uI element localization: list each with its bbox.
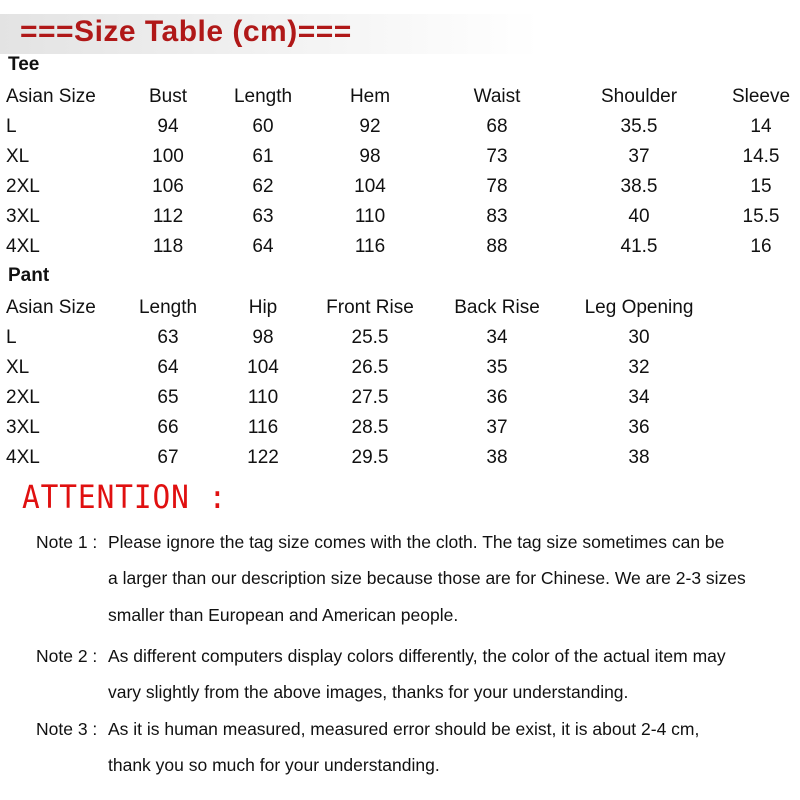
column-header: Hem	[349, 86, 391, 107]
table-cell: 60	[252, 116, 274, 137]
table-cell: 122	[247, 447, 279, 468]
table-cell: 61	[252, 146, 274, 167]
pant-table-row	[0, 323, 800, 353]
table-cell: 37	[628, 146, 650, 167]
table-cell: 26.5	[351, 357, 389, 378]
table-cell: 36	[628, 417, 650, 438]
table-cell: 68	[486, 116, 508, 137]
table-cell: 110	[354, 206, 386, 227]
table-cell: 98	[359, 146, 381, 167]
pant-section-title: Pant	[8, 265, 50, 286]
tee-table-row	[0, 172, 800, 202]
column-header: Bust	[148, 86, 188, 107]
table-cell: 4XL	[6, 447, 40, 468]
table-cell: 116	[247, 417, 279, 438]
tee-table-row	[0, 142, 800, 172]
column-header: Length	[233, 86, 293, 107]
table-cell: L	[6, 327, 17, 348]
note-text-line: vary slightly from the above images, thanks for your understanding.	[108, 682, 629, 702]
table-cell: 4XL	[6, 236, 40, 257]
table-cell: 2XL	[6, 176, 40, 197]
table-cell: 27.5	[351, 387, 389, 408]
table-cell: 64	[252, 236, 274, 257]
table-cell: 28.5	[351, 417, 389, 438]
column-header: Front Rise	[326, 297, 414, 318]
table-cell: 112	[152, 206, 184, 227]
tee-table-row	[0, 112, 800, 142]
table-cell: XL	[6, 146, 30, 167]
column-header: Sleeve	[731, 86, 791, 107]
table-cell: 83	[486, 206, 508, 227]
table-cell: 110	[247, 387, 279, 408]
table-cell: 106	[152, 176, 184, 197]
table-cell: 32	[628, 357, 650, 378]
table-cell: 64	[157, 357, 179, 378]
table-cell: 15.5	[742, 206, 780, 227]
table-cell: 14.5	[742, 146, 780, 167]
note-text-line: As different computers display colors differently, the color of the actual item may	[108, 646, 726, 666]
note-text-line: thank you so much for your understanding.	[108, 755, 440, 775]
table-cell: 88	[486, 236, 508, 257]
table-cell: 30	[628, 327, 650, 348]
table-cell: 66	[157, 417, 179, 438]
note-text-line: As it is human measured, measured error should be exist, it is about 2-4 cm,	[108, 719, 700, 739]
table-cell: 116	[354, 236, 386, 257]
note-text-line: smaller than European and American people.	[108, 605, 459, 625]
page-title: ===Size Table (cm)===	[20, 15, 352, 48]
column-header: Length	[138, 297, 198, 318]
table-cell: 118	[152, 236, 184, 257]
table-cell: 36	[486, 387, 508, 408]
column-header: Hip	[248, 297, 278, 318]
note-label: Note 3 :	[36, 719, 98, 739]
table-cell: 63	[252, 206, 274, 227]
table-cell: 40	[628, 206, 650, 227]
table-cell: 100	[152, 146, 184, 167]
column-header: Leg Opening	[584, 297, 694, 318]
table-cell: 38.5	[620, 176, 658, 197]
table-cell: 98	[252, 327, 274, 348]
table-cell: L	[6, 116, 17, 137]
column-header: Asian Size	[6, 86, 96, 107]
table-cell: 104	[247, 357, 279, 378]
table-cell: 35.5	[620, 116, 658, 137]
column-header: Back Rise	[454, 297, 540, 318]
note-text-line: a larger than our description size because those are for Chinese. We are 2-3 sizes	[108, 568, 746, 588]
table-cell: 34	[628, 387, 650, 408]
tee-table-row	[0, 202, 800, 232]
table-cell: 2XL	[6, 387, 40, 408]
pant-table-row	[0, 383, 800, 413]
table-cell: 73	[486, 146, 508, 167]
column-header: Asian Size	[6, 297, 96, 318]
table-cell: 38	[486, 447, 508, 468]
tee-section-title: Tee	[8, 54, 40, 75]
table-cell: 16	[750, 236, 772, 257]
table-cell: 25.5	[351, 327, 389, 348]
table-cell: 62	[252, 176, 274, 197]
pant-table-row	[0, 353, 800, 383]
table-cell: 29.5	[351, 447, 389, 468]
tee-table-row	[0, 232, 800, 262]
pant-table-row	[0, 413, 800, 443]
column-header: Waist	[473, 86, 521, 107]
table-cell: 104	[354, 176, 386, 197]
attention-heading: ATTENTION :	[22, 478, 228, 516]
tee-header-row	[0, 82, 800, 112]
table-cell: 65	[157, 387, 179, 408]
column-header: Shoulder	[600, 86, 678, 107]
note-label: Note 1 :	[36, 532, 98, 552]
pant-header-row	[0, 293, 800, 323]
table-cell: 78	[486, 176, 508, 197]
table-cell: 92	[359, 116, 381, 137]
table-cell: 14	[750, 116, 772, 137]
table-cell: 94	[157, 116, 179, 137]
table-cell: 41.5	[620, 236, 658, 257]
table-cell: 3XL	[6, 206, 40, 227]
table-cell: 63	[157, 327, 179, 348]
table-cell: 35	[486, 357, 508, 378]
note-text-line: Please ignore the tag size comes with the cloth. The tag size sometimes can be	[108, 532, 725, 552]
table-cell: 67	[157, 447, 179, 468]
table-cell: 15	[750, 176, 772, 197]
pant-table-row	[0, 443, 800, 473]
table-cell: 34	[486, 327, 508, 348]
table-cell: 38	[628, 447, 650, 468]
table-cell: 37	[486, 417, 508, 438]
table-cell: 3XL	[6, 417, 40, 438]
table-cell: XL	[6, 357, 30, 378]
note-label: Note 2 :	[36, 646, 98, 666]
